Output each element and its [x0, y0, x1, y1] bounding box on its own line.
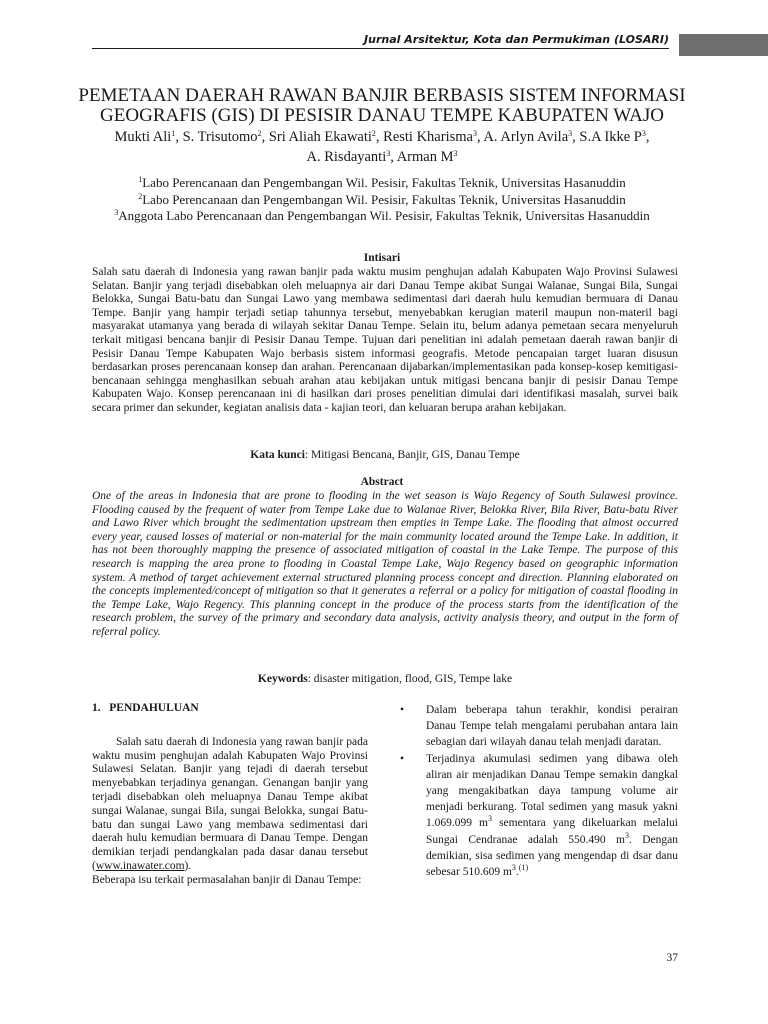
bullet-item — [400, 702, 678, 751]
author-list: Mukti Ali$^1$, S. Trisutomo$^2$, Sri Aliah Ekawati$^2$, Resti Kharisma$^3$, A. Arlyn Avila$^3$, S.A Ikke $P^3$, A. Risdayanti$^3$, Arman $M^3$ — [114, 129, 650, 165]
bullet-dot-icon: • — [400, 704, 405, 716]
abstract-text: One of the areas in Indonesia that are prone to flooding in the wet season is Wajo Regency of South Sulawesi province. Flooding caused by the frequent of water from Tempe Lake due to Walanae River, Belokka River, Bila River, Batu-batu River and Lawo River which brought the sedimentation upstream then empties in Tempe Lake. The flooding that almost occurred every year, caused losses of material or non-material for the main community located around the Tempe Lake. In addition, it has not been thoroughly mapping the presence of associated mitigation of coastal in the Lake Tempe. The purpose of this research is mapping the area prone to flooding in Coastal Tempe Lake, Wajo Regency based on geographic information system. A method of target achievement external structured planning process concept and direction. Planning elaborated on the concepts implemented/concept of mitigation so that it generates a referral or a policy for mitigation of coastal flooding in the Tempe Lake, Wajo Regency. This planning concept in the produce of the process starts from the identification of the research problem, the survey of the primary and secondary data analysis, activity analysis theory, and output in the form of referral policy. — [92, 490, 678, 638]
kata-kunci-text: : Mitigasi Bencana, Banjir, GIS, Danau Tempe — [304, 449, 520, 461]
affiliation-sup: 3 — [114, 208, 119, 217]
left-column — [92, 702, 368, 888]
paper-title: PEMETAAN DAERAH RAWAN BANJIR BERBASIS SISTEM INFORMASI GEOGRAFIS (GIS) DI PESISIR DANAU TEMPE KABUPATEN WAJO — [78, 85, 686, 126]
intisari-text: Salah satu daerah di Indonesia yang rawan banjir pada waktu musim penghujan adalah Kabupaten Wajo Provinsi Sulawesi Selatan. Banjir yang terjadi disebabkan oleh meluapnya air dari Danau Tempe akibat Sungai Walanae, Sungai Bila, Sungai Belokka, Sungai Batu-batu dan Sungai Lawo yang membawa sedimentasi dari daerah hulu kemudian bermuara di Danau Tempe. Banjir yang hampir terjadi setiap tahunnya tersebut, menyebabkan kerugian materil maupun non-materil bagi masyarakat utamanya yang berada di wilayah sekitar Danau Tempe. Selain itu, belum adanya pemetaan secara menyeluruh terkait mitigasi bencana banjir di Pesisir Danau Tempe. Tujuan dari penelitian ini adalah pemetaan daerah rawan banjir di Pesisir Danau Tempe Kabupaten Wajo berbasis sistem informasi geografis. Metode pencapaian target luaran disusun berdasarkan proses perencanaan konsep dan arahan. Perencanaan dijabarkan/implementasikan pada konsep-kosep kemitigasi-bencanaan sehingga menghasilkan sebuah arahan atau kebijakan untuk mitigasi bencana banjir di pesisir Danau Tempe Kabupaten Wajo. Konsep perencanaan ini di hasilkan dari proses penelitian dimulai dari identifikasi masalah, survei baik secara primer dan sekunder, kegiatan analisis data - kajian teori, dan keluaran berupa arahan kebijakan. — [92, 266, 678, 414]
bullet-item — [400, 751, 678, 881]
author-name: Sri Aliah Ekawati — [268, 129, 372, 145]
right-column — [400, 702, 678, 880]
affiliation-line — [110, 175, 654, 192]
author-name: A. Arlyn Avila — [483, 129, 569, 145]
intro-paragraph — [92, 736, 368, 874]
keywords-text: : disaster mitigation, flood, GIS, Tempe lake — [307, 673, 513, 685]
intro-text-end: ). — [184, 859, 192, 872]
affiliation-line — [110, 192, 654, 209]
author-sup: 3 — [453, 149, 458, 158]
affiliation-text: Anggota Labo Perencanaan dan Pengembangan Wil. Pesisir, Fakultas Teknik, Universitas Hasanuddin — [118, 208, 650, 223]
affiliations — [110, 175, 654, 225]
author-name: S.A Ikke P — [579, 129, 642, 145]
citation-sup: (1) — [518, 863, 529, 873]
bullet-text: . — [515, 866, 519, 879]
header-gray-bar — [679, 34, 768, 56]
author-sup: 3 — [641, 129, 646, 138]
author-sup: 1 — [171, 129, 176, 138]
affiliation-sup: 1 — [138, 175, 143, 184]
author-name: Arman M — [396, 149, 454, 165]
intisari-heading: Intisari — [363, 252, 401, 264]
header-rule — [92, 48, 669, 49]
affiliation-text: Labo Perencanaan dan Pengembangan Wil. Pesisir, Fakultas Teknik, Universitas Hasanuddin — [142, 175, 626, 190]
issues-paragraph: Beberapa isu terkait permasalahan banjir di Danau Tempe: — [92, 873, 362, 886]
author-sup: 3 — [568, 129, 573, 138]
bullet-dot-icon: • — [400, 752, 405, 765]
author-sup: 3 — [386, 149, 391, 158]
abstract-heading: Abstract — [360, 476, 404, 488]
bullet-text: Terjadinya akumulasi sedimen yang dibawa oleh aliran air menjadikan Danau Tempe semakin dangkal yang mengakibatkan daya tampung volume air menjadi berkurang. Total sedimen yang masuk yakni 1.069.099 m — [426, 752, 678, 830]
author-sup: 2 — [257, 129, 262, 138]
author-name: S. Trisutomo — [182, 129, 258, 145]
journal-header: Jurnal Arsitektur, Kota dan Permukiman (LOSARI) — [364, 33, 669, 46]
author-sup: 2 — [371, 129, 376, 138]
affiliation-line — [110, 208, 654, 225]
author-name: Resti Kharisma — [383, 129, 473, 145]
kata-kunci — [92, 449, 678, 461]
unit-sup: 3 — [624, 830, 629, 840]
intro-text: Salah satu daerah di Indonesia yang rawan banjir pada waktu musim penghujan adalah Kabupaten Wajo Provinsi Sulawesi Selatan. Banjir yang tejadi di daerah tersebut menyebabkan terjadinya genangan. Genangan banjir yang terjadi disebabkan oleh meluapnya Danau Tempe akibat sungai Walanae, sungai Bila, sungai Belokka, sungai Batu-batu dan sungai Lawo yang membawa sedimentasi dari daerah hulu kemudian bermuara di Danau Tempe. Dengan demikian terjadi pendangkalan pada dasar danau tersebut ( — [92, 735, 368, 872]
bullet-text: Dalam beberapa tahun terakhir, kondisi perairan Danau Tempe telah mengalami perubahan antara lain sebagian dari wilayah danau telah menjadi daratan. — [426, 704, 678, 749]
keywords — [92, 673, 678, 685]
bullet-text: . Dengan demikian, sisa sedimen yang mengendap di dsar danu sebesar 510.609 m — [426, 833, 678, 879]
page-number: 37 — [666, 952, 678, 964]
author-name: A. Risdayanti — [306, 149, 387, 165]
affiliation-sup: 2 — [138, 191, 143, 201]
author-name: Mukti Ali — [114, 129, 172, 145]
author-sup: 3 — [472, 129, 477, 138]
inawater-link[interactable]: www.inawater.com — [95, 859, 185, 872]
bullet-text: sementara yang dikeluarkan melalui Sungai Cendranae adalah 550.490 m — [426, 817, 678, 846]
keywords-label: Keywords — [257, 673, 308, 685]
unit-sup: 3 — [511, 863, 516, 873]
kata-kunci-label: Kata kunci — [250, 449, 305, 461]
affiliation-text: Labo Perencanaan dan Pengembangan Wil. Pesisir, Fakultas Teknik, Universitas Hasanuddin — [142, 191, 626, 207]
section-heading: 1. PENDAHULUAN — [92, 702, 199, 714]
unit-sup: 3 — [488, 814, 493, 824]
